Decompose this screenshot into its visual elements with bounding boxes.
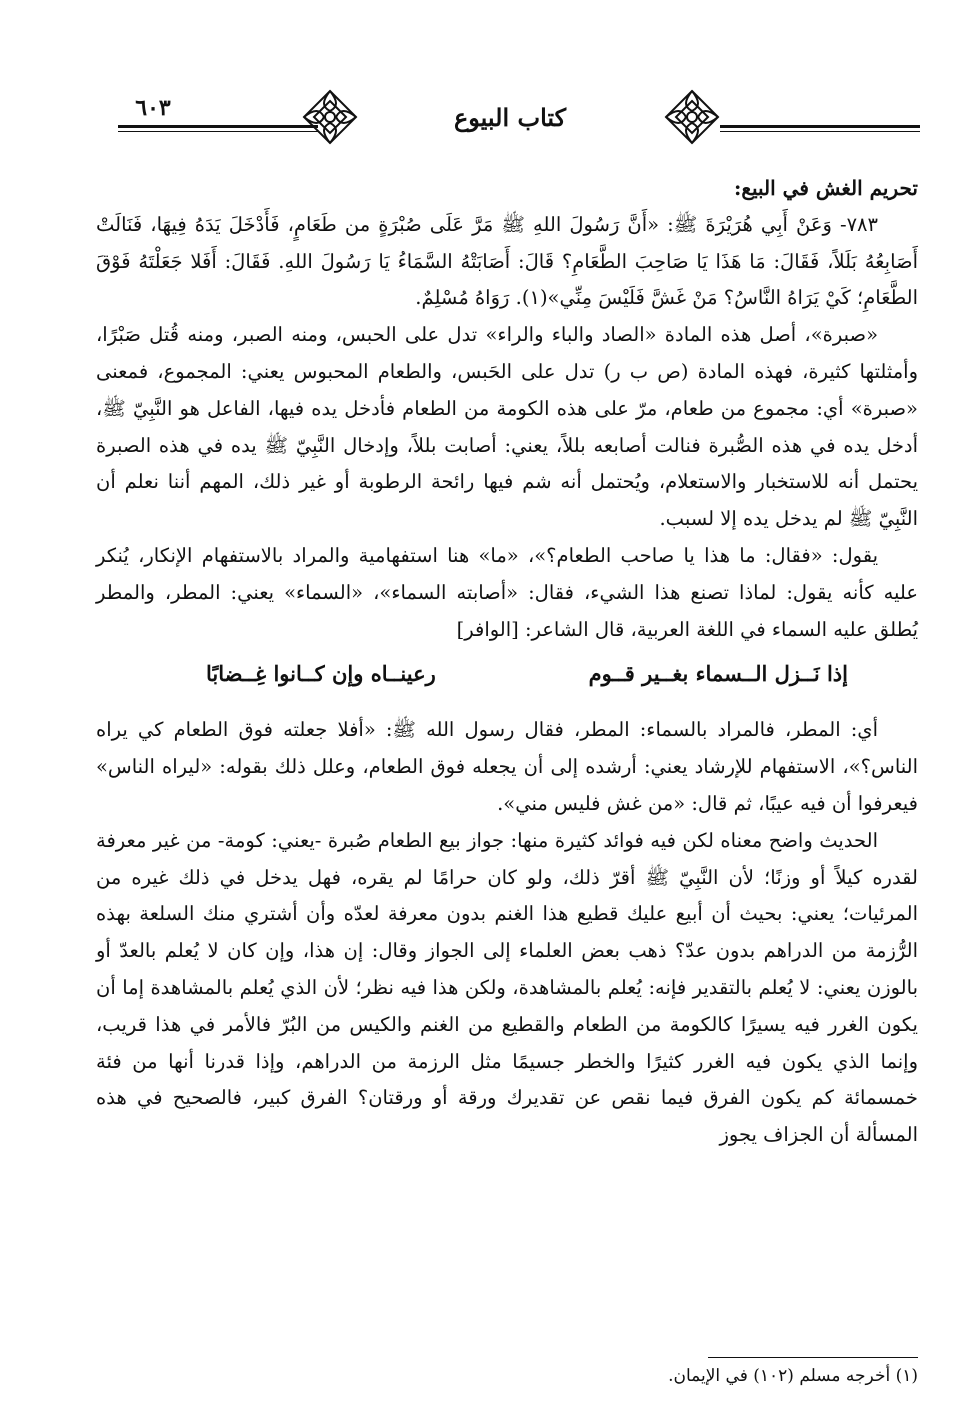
verse-first-hemistich: إذا نَــزل الــسماء بغــير قــوم <box>588 660 848 686</box>
commentary-paragraph-2: يقول: «فقال: ما هذا يا صاحب الطعام؟»، «ما» هنا استفهامية والمراد بالاستفهام الإنكار، يُنكر عليه كأنه يقول: لماذا تصنع هذا الشيء، فقال: «أصابته السماء»، «السماء» يعني: المطر، والمطر يُطلق عليه السماء في اللغة العربية، قال الشاعر: [الوافر] <box>96 543 918 641</box>
header-rule-right-thin <box>720 131 920 132</box>
footnote: (١) أخرجه مسلم (١٠٢) في الإيمان. <box>668 1366 918 1386</box>
page-number: ٦٠٣ <box>135 95 171 121</box>
section-heading: تحريم الغش في البيع: <box>733 176 918 200</box>
running-header <box>0 85 978 155</box>
poetry-verse <box>96 648 918 700</box>
header-rule-left-thin <box>118 131 318 132</box>
ornament-left-icon <box>300 87 360 147</box>
main-text <box>96 170 918 1154</box>
header-rule-right <box>720 125 920 128</box>
ornament-right-icon <box>662 87 722 147</box>
commentary-paragraph-4: الحديث واضح معناه لكن فيه فوائد كثيرة منها: جواز بيع الطعام صُبرة -يعني: كومة- من غير معرفة لقدره كيلاً أو وزنًا؛ لأن النَّبِيّ ﷺ أقرّ ذلك، ولو كان حرامًا لم يقره، فهل يدخل في ذلك غيره من المرئيات؛ يعني: بحيث أن أبيع عليك قطيع هذا الغنم بدون معرفة لعدّه وأن أشتري منك السلعة بهذه الرُّزمة من الدراهم بدون عدّ؟ ذهب بعض العلماء إلى الجواز وقال: إن هذا، وإن كان لا يُعلم بالعدّ أو بالوزن يعني: لا يُعلم بالتقدير فإنه: يُعلم بالمشاهدة، ولكن هذا فيه نظر؛ لأن الذي يُعلم بالمشاهدة إما أن يكون الغرر فيه يسيرًا كالكومة من الطعام والقطيع من الغنم والكيس من البُرّ فالأمر في هذا قريب، وإنما الذي يكون فيه الغرر كثيرًا والخطر جسيمًا مثل الرزمة من الدراهم، وإذا قدرنا أنها من فئة خمسمائة كم يكون الفرق فيما نقص عن تقديرك ورقة أو ورقتان؟ الفرق كبير، فالصحيح في هذه المسألة أن الجزاف يجوز <box>96 828 918 1147</box>
header-rule-left <box>118 125 318 128</box>
commentary-paragraph-1: «صبرة»، أصل هذه المادة «الصاد والباء والراء» تدل على الحبس، ومنه الصبر، ومنه قُتل صَبْرًا، وأمثلتها كثيرة، فهذه المادة (ص ب ر) تدل على الحَبس، والطعام المحبوس يعني: المجموع، فمعنى «صبرة» أي: مجموع من طعام، مرّ على هذه الكومة من الطعام فأدخل يده فيها، الفاعل هو النَّبِيّ ﷺ، أدخل يده في هذه الصُّبرة فنالت أصابعه بللاً، يعني: أصابت بللاً، وإدخال النَّبِيّ ﷺ يده في هذه الصبرة يحتمل أنه للاستخبار والاستعلام، ويُحتمل أنه شم فيها رائحة الرطوبة أو غير ذلك، المهم أننا نعلم أن النَّبِيّ ﷺ لم يدخل يده إلا لسبب. <box>96 323 918 531</box>
hadith-text: ٧٨٣- وَعَنْ أَبِي هُرَيْرَةَ ﷺ: «أَنَّ رَسُولَ اللهِ ﷺ مَرَّ عَلَى صُبْرَةٍ من طَعَامٍ، فَأَدْخَلَ يَدَهُ فِيهَا، فَنَالَتْ أَصَابِعُهُ بَلَلاً، فَقَالَ: مَا هَذَا يَا صَاحِبَ الطَّعَامِ؟ قَالَ: أَصَابَتْهُ السَّمَاءُ يَا رَسُولَ اللهِ. فَقَالَ: أَفَلا جَعَلْتَهُ فَوْقَ الطَّعَامِ؛ كَيْ يَرَاهُ النَّاسُ؟ مَنْ غَشَّ فَلَيْسَ مِنِّي»(١). رَوَاهُ مُسْلِمٌ. <box>96 212 918 310</box>
footnote-divider <box>708 1357 918 1358</box>
running-title: كتاب البيوع <box>453 103 567 132</box>
commentary-paragraph-3: أي: المطر، فالمراد بالسماء: المطر، فقال رسول الله ﷺ: «أفلا جعلته فوق الطعام كي يراه الناس؟»، الاستفهام للإرشاد يعني: أرشده إلى أن يجعله فوق الطعام، وعلل ذلك بقوله: «ليراه الناس» فيعرفوا أن فيه عيبًا، ثم قال: «من غش فليس مني». <box>96 718 918 815</box>
verse-second-hemistich: رعينــاه وإن كــانوا غِــضابًا <box>206 660 436 686</box>
